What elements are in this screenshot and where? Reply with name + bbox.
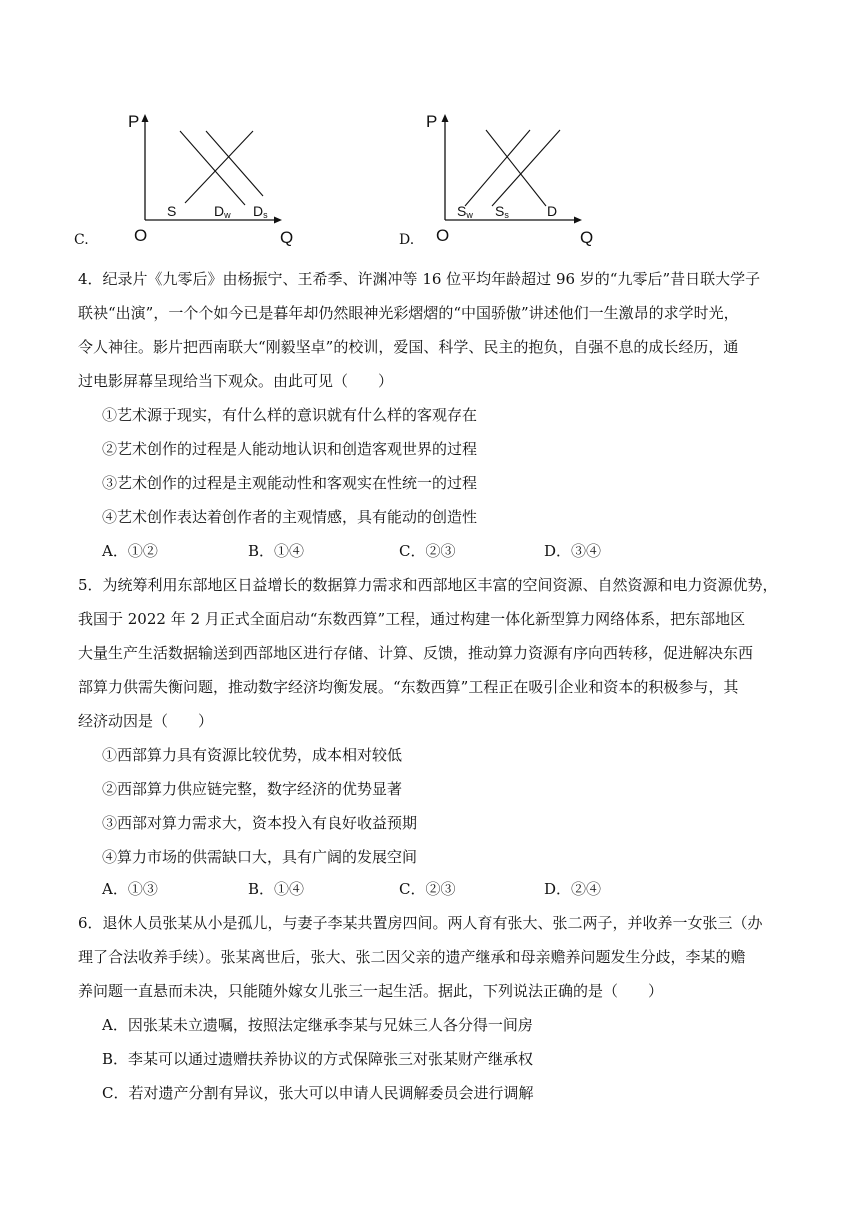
quantity-axis-label: Q — [280, 228, 294, 247]
curve-label-sw: $S_w$ — [457, 203, 473, 220]
question-stem-line: 过电影屏幕呈现给当下观众。由此可见（ ） — [78, 372, 394, 390]
supply-curve-w — [465, 130, 530, 206]
supply-curve — [185, 131, 253, 203]
demand-curve-w — [180, 131, 245, 205]
option-b[interactable]: B．①④ — [248, 542, 305, 560]
option-letter: C. — [74, 232, 89, 248]
option-b[interactable]: B．①④ — [248, 880, 305, 898]
supply-curve-s — [492, 130, 560, 206]
statement-item: ④艺术创作表达着创作者的主观情感，具有能动的创造性 — [102, 508, 478, 526]
price-axis-label: P — [426, 112, 438, 131]
curve-label-ds: $D_s$ — [253, 203, 268, 220]
question-stem-line: 部算力供需失衡问题，推动数字经济均衡发展。“东数西算”工程正在吸引企业和资本的积极参与，其 — [78, 678, 739, 696]
statement-item: ①艺术源于现实，有什么样的意识就有什么样的客观存在 — [102, 406, 478, 424]
question-stem-line: 养问题一直悬而未决，只能随外嫁女儿张三一起生活。据此，下列说法正确的是（ ） — [78, 982, 664, 1000]
origin-label: O — [134, 226, 148, 245]
question-stem-line: 4．纪录片《九零后》由杨振宁、王希季、许渊冲等 16 位平均年龄超过 96 岁的“九零后”昔日联大学子 — [78, 270, 761, 288]
option-c[interactable]: C．若对遗产分割有异议，张大可以申请人民调解委员会进行调解 — [102, 1084, 534, 1102]
option-b[interactable]: B．李某可以通过遗赠扶养协议的方式保障张三对张某财产继承权 — [102, 1050, 534, 1068]
demand-curve-s — [206, 131, 263, 196]
curve-label-s: S — [167, 203, 177, 219]
origin-label: O — [436, 226, 450, 245]
demand-curve — [486, 130, 546, 206]
option-d[interactable]: D．③④ — [544, 542, 602, 560]
price-axis-label: P — [128, 112, 140, 131]
option-letter: D. — [399, 232, 415, 248]
option-c[interactable]: C．②③ — [399, 542, 456, 560]
question-stem-line: 理了合法收养手续）。张某离世后，张大、张二因父亲的遗产继承和母亲赡养问题发生分歧，李某的赡 — [78, 948, 746, 966]
supply-demand-graph-c — [78, 108, 288, 250]
supply-demand-graph-d — [378, 108, 588, 250]
question-stem-line: 经济动因是（ ） — [78, 712, 214, 730]
question-stem-line: 联袂“出演”，一个个如今已是暮年却仍然眼神光彩熠熠的“中国骄傲”讲述他们一生激昂的求学时光， — [78, 304, 739, 322]
question-stem-line: 令人神往。影片把西南联大“刚毅坚卓”的校训，爱国、科学、民主的抱负，自强不息的成长经历，通 — [78, 338, 739, 356]
statement-item: ①西部算力具有资源比较优势，成本相对较低 — [102, 746, 403, 764]
option-a[interactable]: A．因张某未立遗嘱，按照法定继承李某与兄妹三人各分得一间房 — [102, 1016, 533, 1034]
option-a[interactable]: A．①③ — [102, 880, 158, 898]
option-a[interactable]: A．①② — [102, 542, 158, 560]
curve-label-dw: $D_w$ — [214, 203, 231, 220]
question-stem-line: 大量生产生活数据输送到西部地区进行存储、计算、反馈，推动算力资源有序向西转移，促进解决东西 — [78, 644, 754, 662]
quantity-axis-label: Q — [580, 228, 594, 247]
graph-option-d — [378, 108, 594, 250]
curve-label-ss: $S_s$ — [495, 203, 509, 220]
question-stem-line: 6．退休人员张某从小是孤儿，与妻子李某共置房四间。两人育有张大、张二两子，并收养一女张三（办 — [78, 914, 763, 932]
statement-item: ③西部对算力需求大，资本投入有良好收益预期 — [102, 814, 418, 832]
statement-item: ③艺术创作的过程是主观能动性和客观实在性统一的过程 — [102, 474, 478, 492]
curve-label-d: D — [547, 203, 558, 219]
option-d[interactable]: D．②④ — [544, 880, 602, 898]
statement-item: ②西部算力供应链完整，数字经济的优势显著 — [102, 780, 403, 798]
statement-item: ④算力市场的供需缺口大，具有广阔的发展空间 — [102, 848, 418, 866]
graph-option-c — [74, 108, 294, 250]
question-stem-line: 5．为统筹利用东部地区日益增长的数据算力需求和西部地区丰富的空间资源、自然资源和电力资源优势， — [78, 576, 778, 594]
statement-item: ②艺术创作的过程是人能动地认识和创造客观世界的过程 — [102, 440, 478, 458]
option-c[interactable]: C．②③ — [399, 880, 456, 898]
question-stem-line: 我国于 2022 年 2 月正式全面启动“东数西算”工程，通过构建一体化新型算力网络体系，把东部地区 — [78, 610, 746, 628]
